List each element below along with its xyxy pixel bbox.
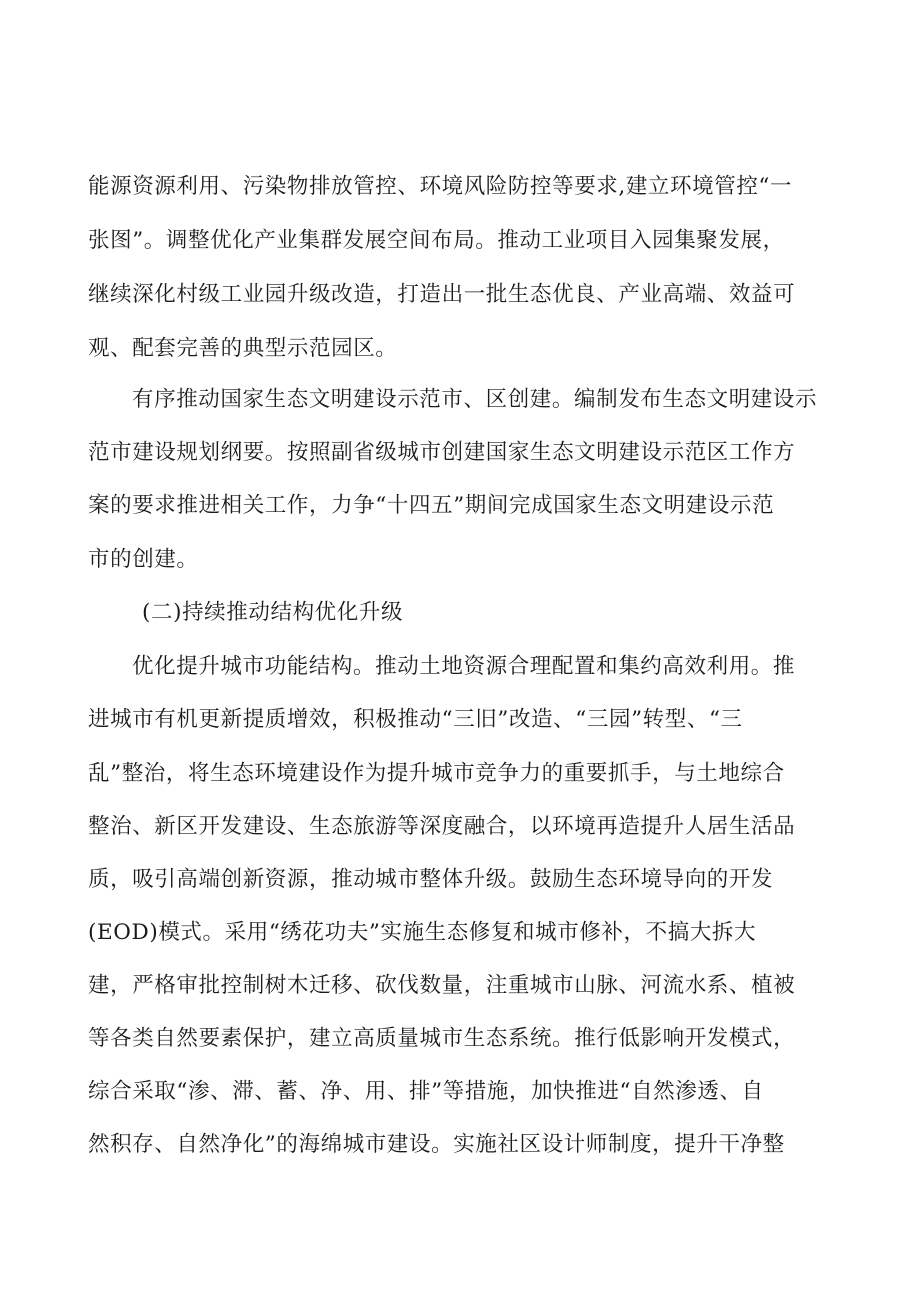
body-text-line: 乱”整治，将生态环境建设作为提升城市竞争力的重要抓手，与土地综合 [88,761,785,786]
body-text-line: 观、配套完善的典型示范园区。 [88,336,398,361]
body-text-line: 等各类自然要素保护，建立高质量城市生态系统。推行低影响开发模式， [88,1026,796,1051]
paragraph-first-line: 优化提升城市功能结构。推动土地资源合理配置和集约高效利用。推 [132,654,796,679]
body-text-line: 进城市有机更新提质增效，积极推动“三旧”改造、“三园”转型、“三 [88,707,743,732]
body-text-line: 范市建设规划纲要。按照副省级城市创建国家生态文明建设示范区工作方 [88,440,796,465]
body-text-line: 案的要求推进相关工作，力争“十四五”期间完成国家生态文明建设示范 [88,493,775,518]
body-text-line: 市的创建。 [88,547,199,572]
body-text-line: 然积存、自然净化”的海绵城市建设。实施社区设计师制度，提升干净整 [88,1132,785,1157]
paragraph-first-line: 有序推动国家生态文明建设示范市、区创建。编制发布生态文明建设示 [132,387,818,412]
body-text-line: 综合采取“渗、滞、蓄、净、用、排”等措施，加快推进“自然渗透、自 [88,1079,764,1104]
body-text-line: 质，吸引高端创新资源，推动城市整体升级。鼓励生态环境导向的开发 [88,867,774,892]
body-text-line: 继续深化村级工业园升级改造，打造出一批生态优良、产业高端、效益可 [88,282,796,307]
body-text-line: (EOD)模式。采用“绣花功夫”实施生态修复和城市修补，不搞大拆大 [88,920,757,945]
body-text-line: 张图”。调整优化产业集群发展空间布局。推动工业项目入园集聚发展， [88,228,785,253]
body-text-line: 整治、新区开发建设、生态旅游等深度融合，以环境再造提升人居生活品 [88,814,796,839]
body-text-line: 能源资源利用、污染物排放管控、环境风险防控等要求,建立环境管控“一 [88,174,793,199]
body-text-line: 建，严格审批控制树木迁移、砍伐数量，注重城市山脉、河流水系、植被 [88,973,796,998]
section-heading: (二)持续推动结构优化升级 [142,600,404,625]
